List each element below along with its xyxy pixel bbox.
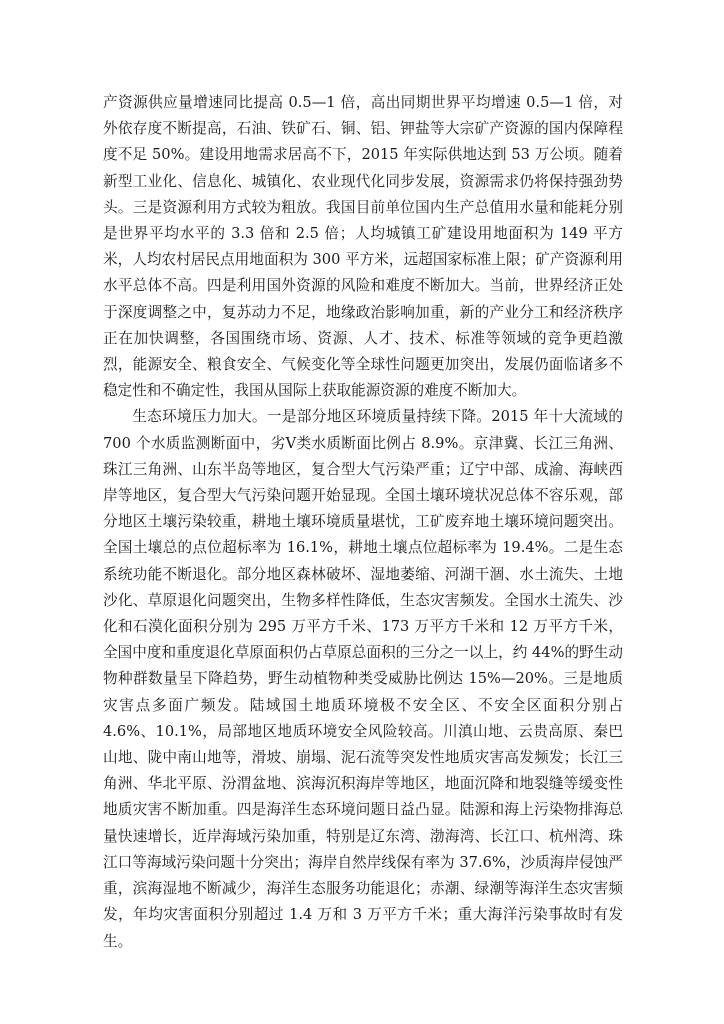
- document-body: [103, 90, 623, 955]
- paragraph-ecological-pressure: 生态环境压力加大。一是部分地区环境质量持续下降。2015 年十大流域的 700 个水质监测断面中，劣Ⅴ类水质断面比例占 8.9%。京津冀、长江三角洲、珠江三角洲、山东半岛等地区，复合型大气污染严重；辽宁中部、成渝、海峡西岸等地区，复合型大气污染问题开始显现。全国土壤环境状况总体不容乐观，部分地区土壤污染较重，耕地土壤环境质量堪忧，工矿废弃地土壤环境问题突出。全国土壤总的点位超标率为 16.1%，耕地土壤点位超标率为 19.4%。二是生态系统功能不断退化。部分地区森林破坏、湿地萎缩、河湖干涸、水土流失、土地沙化、草原退化问题突出，生物多样性降低，生态灾害频发。全国水土流失、沙化和石漠化面积分别为 295 万平方千米、173 万平方千米和 12 万平方千米，全国中度和重度退化草原面积仍占草原总面积的三分之一以上，约 44%的野生动物种群数量呈下降趋势，野生动植物种类受威胁比例达 15%—20%。三是地质灾害点多面广频发。陆域国土地质环境极不安全区、不安全区面积分别占 4.6%、10.1%，局部地区地质环境安全风险较高。川滇山地、云贵高原、秦巴山地、陇中南山地等，滑坡、崩塌、泥石流等突发性地质灾害高发频发；长江三角洲、华北平原、汾渭盆地、滨海沉积海岸等地区，地面沉降和地裂缝等缓变性地质灾害不断加重。四是海洋生态环境问题日益凸显。陆源和海上污染物排海总量快速增长，近岸海域污染加重，特别是辽东湾、渤海湾、长江口、杭州湾、珠江口等海域污染问题十分突出；海岸自然岸线保有率为 37.6%，沙质海岸侵蚀严重，滨海湿地不断减少，海洋生态服务功能退化；赤潮、绿潮等海洋生态灾害频发，年均灾害面积分别超过 1.4 万和 3 万平方千米；重大海洋污染事故时有发生。: [103, 408, 623, 950]
- paragraph-resources-continued: 产资源供应量增速同比提高 0.5—1 倍，高出同期世界平均增速 0.5—1 倍，对外依存度不断提高，石油、铁矿石、铜、铝、钾盐等大宗矿产资源的国内保障程度不足 50%。建设用地需求居高不下，2015 年实际供地达到 53 万公顷。随着新型工业化、信息化、城镇化、农业现代化同步发展，资源需求仍将保持强劲势头。三是资源利用方式较为粗放。我国目前单位国内生产总值用水量和能耗分别是世界平均水平的 3.3 倍和 2.5 倍；人均城镇工矿建设用地面积为 149 平方米，人均农村居民点用地面积为 300 平方米，远超国家标准上限；矿产资源利用水平总体不高。四是利用国外资源的风险和难度不断加大。当前，世界经济正处于深度调整之中，复苏动力不足，地缘政治影响加重，新的产业分工和经济秩序正在加快调整，各国围绕市场、资源、人才、技术、标准等领域的竞争更趋激烈，能源安全、粮食安全、气候变化等全球性问题更加突出，发展仍面临诸多不稳定性和不确定性，我国从国际上获取能源资源的难度不断加大。: [103, 94, 623, 400]
